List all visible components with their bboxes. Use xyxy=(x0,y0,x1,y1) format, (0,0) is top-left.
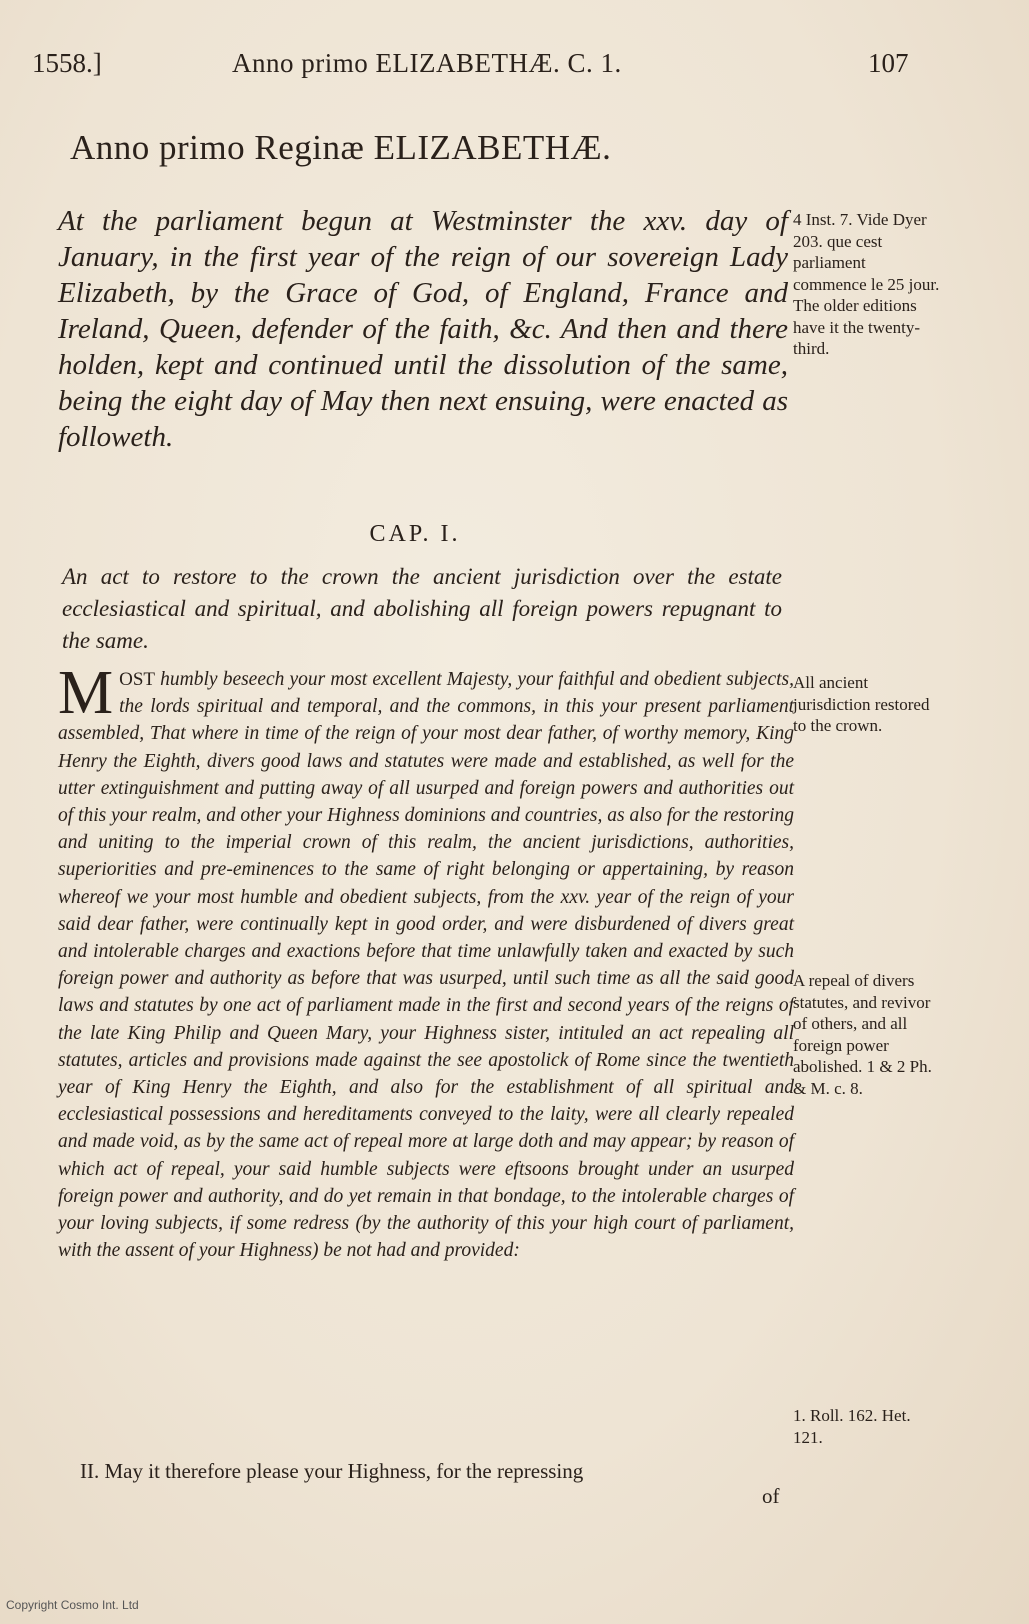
paragraph-two: II. May it therefore please your Highness, for the repressing xyxy=(80,1459,584,1483)
drop-cap: M xyxy=(58,659,114,727)
margin-note-roll: 1. Roll. 162. Het. 121. xyxy=(793,1406,911,1447)
margin-note-jurisdiction: All ancient jurisdiction restored to the crown. xyxy=(793,673,930,735)
preamble: At the parliament begun at Westminster the xxv. day of January, in the first year of the reign of our sovereign Lady Elizabeth, by the Grace of God, of England, France and Ireland, Queen, defender of the faith, &c. And then and there holden, kept and continued until the dissolution of the same, being the eight day of May then next ensuing, were enacted as followeth. xyxy=(58,205,788,453)
chapter-heading: CAP. I. xyxy=(369,521,461,547)
first-word-rest: OST xyxy=(119,669,156,690)
body-paragraph xyxy=(58,659,794,1264)
copyright-notice: Copyright Cosmo Int. Ltd xyxy=(6,1598,139,1612)
act-title: An act to restore to the crown the ancient jurisdiction over the estate ecclesiastical and spiritual, and abolishing all foreign powers repugnant to the same. xyxy=(62,564,782,653)
catchword: of xyxy=(762,1484,780,1508)
running-head-title: Anno primo ELIZABETHÆ. C. 1. xyxy=(232,48,622,78)
body-text: humbly beseech your most excellent Majesty, your faithful and obedient subjects, the lords spiritual and temporal, and the commons, in this your present parliament assembled, That where in time of the reign of your most dear father, of worthy memory, King Henry the Eighth, divers good laws and statutes were made and established, as well for the utter extinguishment and putting away of all usurped and foreign powers and authorities out of this your realm, and other your Highness dominions and countries, as also for the restoring and uniting to the imperial crown of this realm, the ancient jurisdictions, authorities, superiorities and pre-eminences to the same of right belonging or appertaining, by reason whereof we your most humble and obedient subjects, from the xxv. year of the reign of your said dear father, were continually kept in good order, and were disburdened of divers great and intolerable charges and exactions before that time unlawfully taken and exacted by such foreign power and authority as before that was usurped, until such time as all the said good laws and statutes by one act of parliament made in the first and second years of the reigns of the late King Philip and Queen Mary, your Highness sister, intituled an act repealing all statutes, articles and provisions made against the see apostolick of Rome since the twentieth year of King Henry the Eighth, and also for the establishment of all spiritual and ecclesiastical possessions and hereditaments conveyed to the laity, were all clearly repealed and made void, as by the same act of repeal more at large doth and may appear; by reason of which act of repeal, your said humble subjects were eftsoons brought under an usurped foreign power and authority, and do yet remain in that bondage, to the intolerable charges of your loving subjects, if some redress (by the authority of this your high court of parliament, with the assent of your Highness) be not had and provided: xyxy=(58,669,794,1262)
page-title: Anno primo Reginæ ELIZABETHÆ. xyxy=(70,128,612,167)
margin-note-repeal: A repeal of divers statutes, and revivor of others, and all foreign power abolished. 1 & 2 Ph. & M. c. 8. xyxy=(793,971,932,1098)
margin-note-citation: 4 Inst. 7. Vide Dyer 203. que cest parliament commence le 25 jour. The older editions have it the twenty-third. xyxy=(793,210,940,358)
page-number: 107 xyxy=(868,48,909,78)
running-head-year: 1558.] xyxy=(32,48,102,78)
running-head xyxy=(32,48,912,88)
